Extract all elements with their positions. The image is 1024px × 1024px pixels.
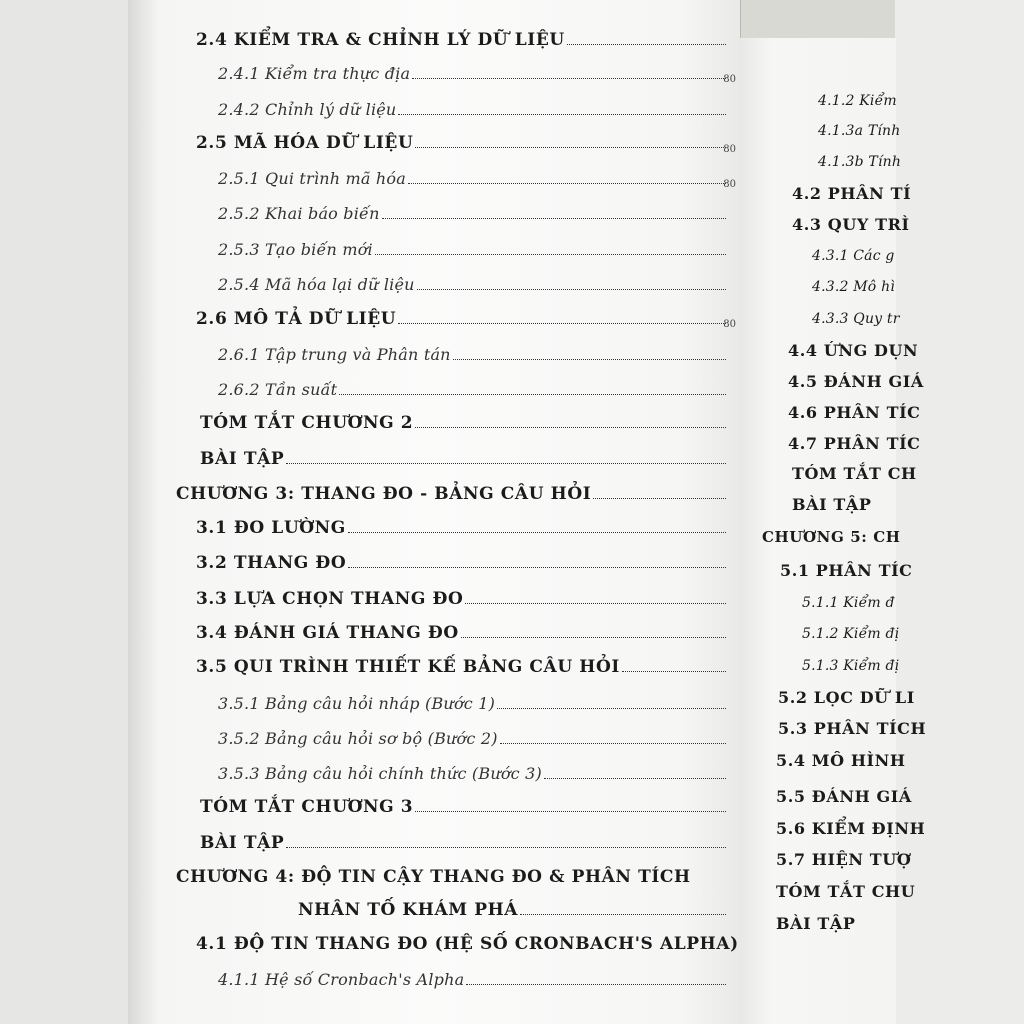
toc-line: CHƯƠNG 5: CH [762,528,901,546]
toc-line: TÓM TẮT CHU [776,882,916,901]
page-number: 80 [723,319,736,330]
background-left [0,0,132,1024]
toc-line: 4.1.2 Kiểm [818,93,897,109]
page-number: 80 [723,179,736,190]
toc-line: 4.1 ĐỘ TIN THANG ĐO (HỆ SỐ CRONBACH'S ALPHA) [196,934,739,954]
toc-line: 2.5 MÃ HÓA DỮ LIỆU [196,133,726,153]
toc-line: 3.1 ĐO LƯỜNG [196,518,726,538]
toc-line: 2.5.2 Khai báo biến [218,204,726,223]
toc-line: 2.4.1 Kiểm tra thực địa [218,64,726,83]
toc-line: 3.5.1 Bảng câu hỏi nháp (Bước 1) [218,694,726,713]
toc-line: 5.1.2 Kiểm đị [802,626,900,642]
background-right [895,0,1024,1024]
toc-line: 3.2 THANG ĐO [196,553,726,573]
toc-line: 5.3 PHÂN TÍCH [778,719,927,738]
toc-line: TÓM TẮT CHƯƠNG 3 [200,797,726,817]
toc-line: 4.3 QUY TRÌ [792,215,910,234]
toc-line: 4.3.3 Quy tr [812,311,900,327]
toc-line: 4.1.1 Hệ số Cronbach's Alpha [218,970,726,989]
toc-line: 4.4 ỨNG DỤN [788,341,919,360]
toc-line: 3.5 QUI TRÌNH THIẾT KẾ BẢNG CÂU HỎI [196,657,726,677]
toc-line: 5.1 PHÂN TÍC [780,561,913,580]
toc-line: 4.3.1 Các g [812,248,895,264]
toc-line: 5.1.3 Kiểm đị [802,658,900,674]
toc-line: 5.7 HIỆN TƯỢ [776,850,912,869]
toc-line: 3.5.2 Bảng câu hỏi sơ bộ (Bước 2) [218,729,726,748]
toc-line: BÀI TẬP [792,495,872,514]
toc-line: 3.3 LỰA CHỌN THANG ĐO [196,589,726,609]
toc-line: 2.5.4 Mã hóa lại dữ liệu [218,275,726,294]
toc-line: BÀI TẬP [200,449,726,469]
toc-line: 3.5.3 Bảng câu hỏi chính thức (Bước 3) [218,764,726,783]
toc-line: 2.5.3 Tạo biến mới [218,240,726,259]
toc-line: 2.4.2 Chỉnh lý dữ liệu [218,100,726,119]
toc-line: BÀI TẬP [200,833,726,853]
book-page-left [128,0,741,1024]
toc-line: BÀI TẬP [776,914,856,933]
toc-line: 5.2 LỌC DỮ LI [778,688,915,707]
toc-line: 5.5 ĐÁNH GIÁ [776,787,912,806]
toc-line: CHƯƠNG 4: ĐỘ TIN CẬY THANG ĐO & PHÂN TÍCH [176,867,691,887]
toc-line: 4.1.3a Tính [818,123,901,139]
page-number: 80 [723,74,736,85]
toc-line: 4.3.2 Mô hì [812,279,895,295]
book-page-right [740,38,927,1024]
toc-line: 4.7 PHÂN TÍC [788,434,921,453]
toc-line: 4.6 PHÂN TÍC [788,403,921,422]
toc-line: 2.6 MÔ TẢ DỮ LIỆU [196,309,726,329]
toc-line: 4.1.3b Tính [818,154,902,170]
toc-line: 2.6.2 Tần suất [218,380,726,399]
toc-line: 4.5 ĐÁNH GIÁ [788,372,924,391]
toc-line: 4.2 PHÂN TÍ [792,184,912,203]
toc-line: 2.6.1 Tập trung và Phân tán [218,345,726,364]
toc-line: TÓM TẮT CH [792,464,917,483]
toc-line: 5.4 MÔ HÌNH [776,751,906,770]
toc-line: 2.4 KIỂM TRA & CHỈNH LÝ DỮ LIỆU [196,30,726,50]
toc-line: NHÂN TỐ KHÁM PHÁ [298,900,726,920]
toc-line: 3.4 ĐÁNH GIÁ THANG ĐO [196,623,726,643]
toc-line: TÓM TẮT CHƯƠNG 2 [200,413,726,433]
toc-line: 5.6 KIỂM ĐỊNH [776,819,926,838]
toc-line: CHƯƠNG 3: THANG ĐO - BẢNG CÂU HỎI [176,484,726,504]
toc-line: 5.1.1 Kiểm đ [802,595,895,611]
toc-line: 2.5.1 Qui trình mã hóa [218,169,726,188]
page-number: 80 [723,144,736,155]
